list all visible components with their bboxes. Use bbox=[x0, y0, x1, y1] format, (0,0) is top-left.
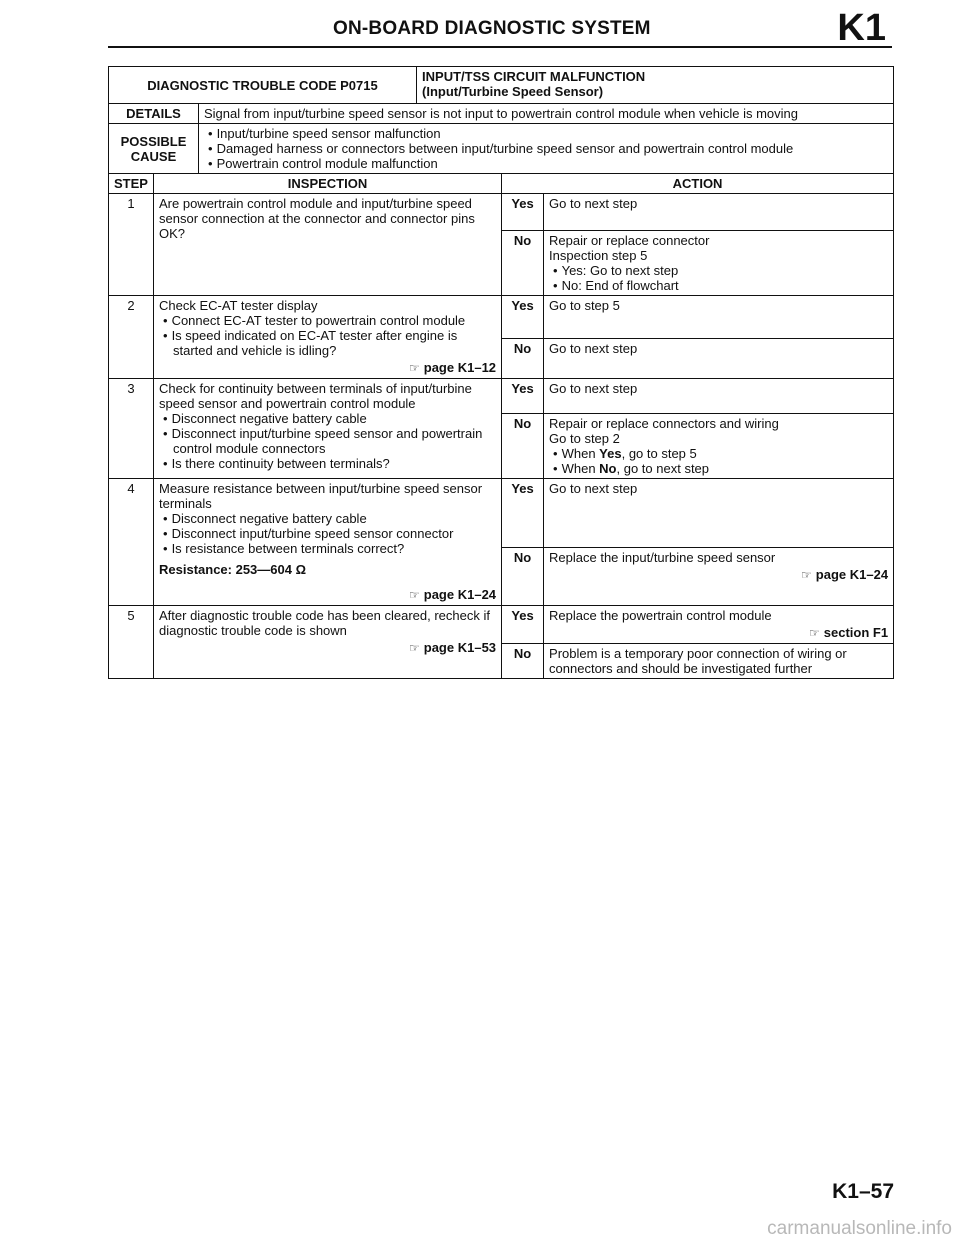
page-title: ON-BOARD DIAGNOSTIC SYSTEM bbox=[333, 18, 651, 39]
inspection-bullet: • Connect EC-AT tester to powertrain control module bbox=[159, 313, 496, 328]
step-inspection bbox=[154, 379, 502, 479]
no-action-line: Repair or replace connector bbox=[549, 233, 710, 248]
pointing-hand-icon: ☞ bbox=[409, 361, 420, 375]
possible-cause-list bbox=[199, 124, 894, 174]
no-label: No bbox=[502, 414, 544, 479]
cause-item: • Damaged harness or connectors between input/turbine speed sensor and powertrain control module bbox=[204, 141, 888, 156]
details-label: DETAILS bbox=[109, 104, 199, 124]
page-reference bbox=[159, 360, 496, 376]
no-label: No bbox=[502, 548, 544, 606]
no-action-bullet: • When No, go to next step bbox=[549, 461, 888, 476]
no-action bbox=[544, 231, 894, 296]
inspection-text: After diagnostic trouble code has been cleared, recheck if diagnostic trouble code is shown bbox=[159, 608, 490, 638]
action-reference bbox=[549, 567, 888, 583]
section-code: K1 bbox=[837, 7, 886, 49]
pointing-hand-icon: ☞ bbox=[801, 568, 812, 582]
inspection-bullet: • Is there continuity between terminals? bbox=[159, 456, 496, 471]
page-number: K1–57 bbox=[832, 1180, 894, 1203]
no-action-bullet: • No: End of flowchart bbox=[549, 278, 888, 293]
yes-label: Yes bbox=[502, 606, 544, 644]
no-label: No bbox=[502, 644, 544, 679]
no-action bbox=[544, 548, 894, 606]
pointing-hand-icon: ☞ bbox=[409, 588, 420, 602]
dtc-header-row bbox=[109, 67, 894, 104]
possible-cause-label: POSSIBLE CAUSE bbox=[109, 124, 199, 174]
no-action-line: Go to step 2 bbox=[549, 431, 620, 446]
col-inspection: INSPECTION bbox=[154, 174, 502, 194]
inspection-bullet: • Is resistance between terminals correct? bbox=[159, 541, 496, 556]
no-action-bullet: • Yes: Go to next step bbox=[549, 263, 888, 278]
inspection-bullet: • Disconnect input/turbine speed sensor and powertrain control module connectors bbox=[159, 426, 496, 456]
cause-item: • Input/turbine speed sensor malfunction bbox=[204, 126, 888, 141]
possible-cause-row bbox=[109, 124, 894, 174]
no-label: No bbox=[502, 339, 544, 379]
page-reference-text: page K1–24 bbox=[423, 587, 497, 602]
no-action: Go to next step bbox=[544, 339, 894, 379]
action-reference-text: page K1–24 bbox=[815, 567, 889, 582]
no-label: No bbox=[502, 231, 544, 296]
yes-label: Yes bbox=[502, 479, 544, 548]
inspection-bullet: • Disconnect input/turbine speed sensor connector bbox=[159, 526, 496, 541]
inspection-bullet: • Disconnect negative battery cable bbox=[159, 511, 496, 526]
pointing-hand-icon: ☞ bbox=[409, 641, 420, 655]
step-row bbox=[109, 194, 894, 231]
page-reference bbox=[159, 587, 496, 603]
no-action-line: Inspection step 5 bbox=[549, 248, 648, 263]
no-action bbox=[544, 414, 894, 479]
details-text: Signal from input/turbine speed sensor is not input to powertrain control module when vehicle is moving bbox=[199, 104, 894, 124]
inspection-text: Measure resistance between input/turbine speed sensor terminals bbox=[159, 481, 483, 511]
no-action: Problem is a temporary poor connection of wiring or connectors and should be investigated further bbox=[544, 644, 894, 679]
action-reference-text: section F1 bbox=[823, 625, 889, 640]
step-row bbox=[109, 479, 894, 548]
pointing-hand-icon: ☞ bbox=[808, 626, 820, 640]
no-action-line: Replace the input/turbine speed sensor bbox=[549, 550, 776, 565]
dtc-code: DIAGNOSTIC TROUBLE CODE P0715 bbox=[109, 67, 417, 104]
page-reference-text: page K1–53 bbox=[423, 640, 497, 655]
step-inspection bbox=[154, 479, 502, 606]
col-step: STEP bbox=[109, 174, 154, 194]
inspection-text: Check EC-AT tester display bbox=[159, 298, 318, 313]
inspection-bullet: • Is speed indicated on EC-AT tester after engine is started and vehicle is idling? bbox=[159, 328, 496, 358]
yes-action: Go to next step bbox=[544, 194, 894, 231]
details-row bbox=[109, 104, 894, 124]
step-number: 1 bbox=[109, 194, 154, 296]
step-row bbox=[109, 606, 894, 644]
no-action-bullet: • When Yes, go to step 5 bbox=[549, 446, 888, 461]
step-row bbox=[109, 379, 894, 414]
dtc-name-line2: (Input/Turbine Speed Sensor) bbox=[422, 84, 604, 99]
step-inspection bbox=[154, 606, 502, 679]
step-number: 3 bbox=[109, 379, 154, 479]
resistance-spec: Resistance: 253—604 Ω bbox=[159, 562, 307, 577]
diagnostic-table bbox=[108, 66, 894, 679]
col-action: ACTION bbox=[502, 174, 894, 194]
yes-label: Yes bbox=[502, 194, 544, 231]
yes-action bbox=[544, 606, 894, 644]
step-row bbox=[109, 296, 894, 339]
inspection-bullet: • Disconnect negative battery cable bbox=[159, 411, 496, 426]
yes-label: Yes bbox=[502, 296, 544, 339]
page-reference bbox=[159, 640, 496, 656]
step-inspection: Are powertrain control module and input/turbine speed sensor connection at the connector and connector pins OK? bbox=[154, 194, 502, 296]
column-header-row bbox=[109, 174, 894, 194]
inspection-text: Check for continuity between terminals of input/turbine speed sensor and powertrain control module bbox=[159, 381, 472, 411]
cause-item: • Powertrain control module malfunction bbox=[204, 156, 888, 171]
yes-label: Yes bbox=[502, 379, 544, 414]
action-reference bbox=[549, 625, 888, 641]
yes-action: Go to step 5 bbox=[544, 296, 894, 339]
step-number: 4 bbox=[109, 479, 154, 606]
page-reference-text: page K1–12 bbox=[423, 360, 497, 375]
watermark: carmanualsonline.info bbox=[767, 1218, 952, 1239]
dtc-name bbox=[417, 67, 894, 104]
dtc-name-line1: INPUT/TSS CIRCUIT MALFUNCTION bbox=[422, 69, 646, 84]
step-number: 2 bbox=[109, 296, 154, 379]
step-inspection bbox=[154, 296, 502, 379]
step-number: 5 bbox=[109, 606, 154, 679]
yes-action-line: Replace the powertrain control module bbox=[549, 608, 772, 623]
yes-action: Go to next step bbox=[544, 479, 894, 548]
yes-action: Go to next step bbox=[544, 379, 894, 414]
no-action-line: Repair or replace connectors and wiring bbox=[549, 416, 779, 431]
page-header bbox=[108, 7, 892, 49]
